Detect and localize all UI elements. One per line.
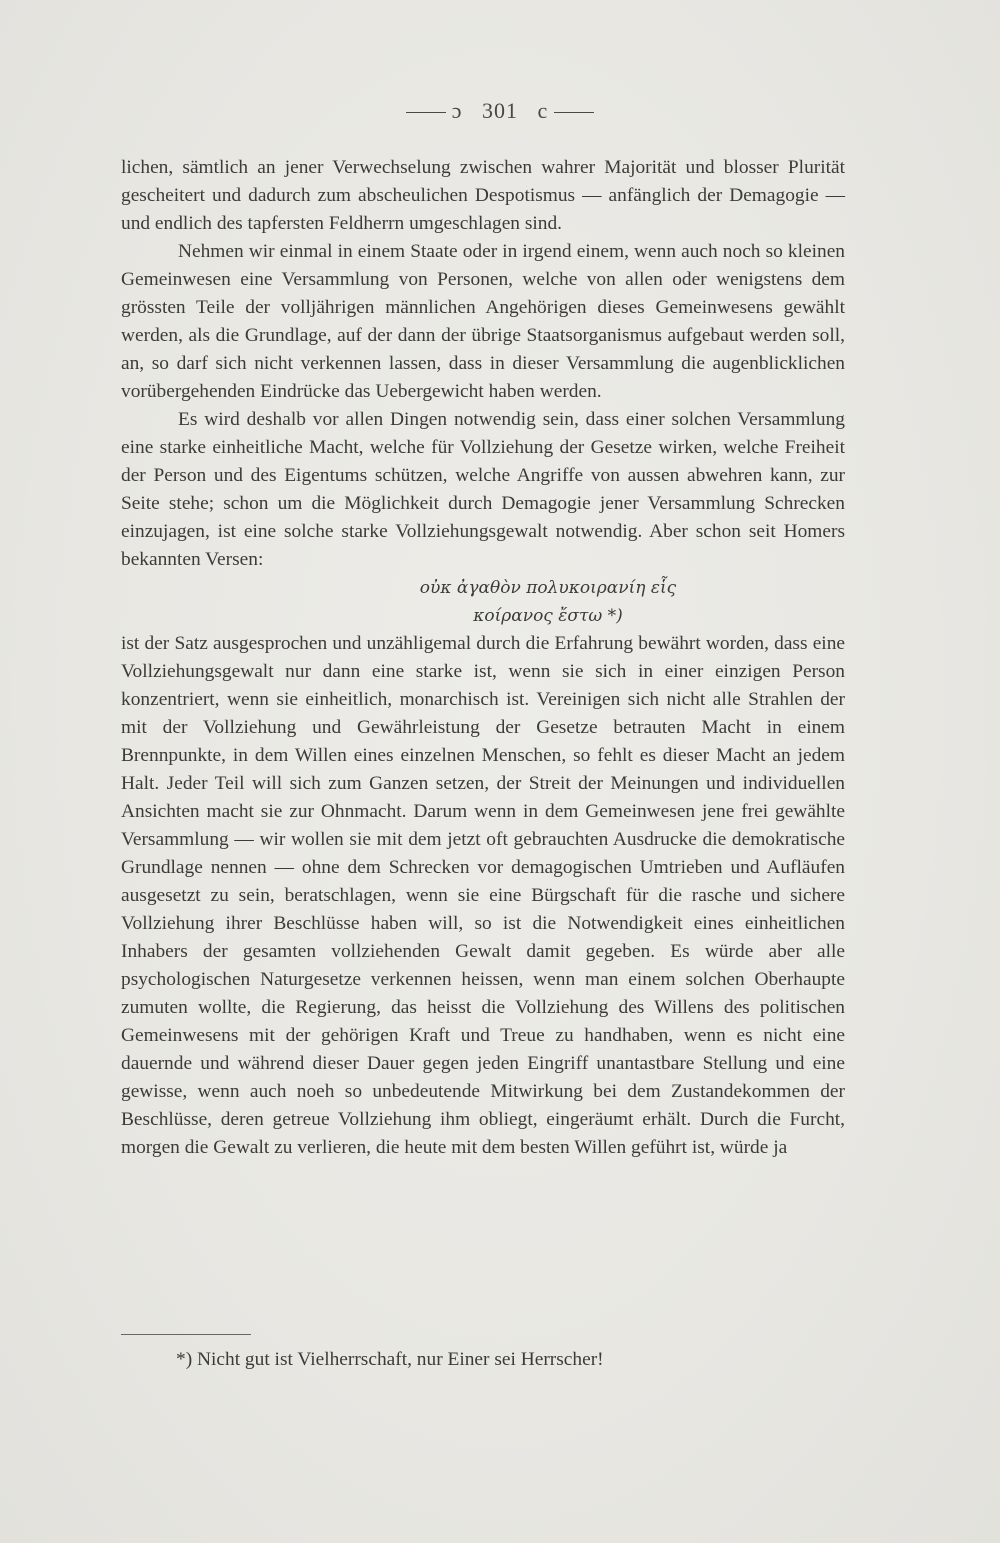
greek-verse-line: κοίρανος ἔστω *) <box>473 606 623 626</box>
footnote: *) Nicht gut ist Vielherrschaft, nur Einer sei Herrscher! <box>176 1349 604 1370</box>
greek-verse-line: οὐκ ἀγαθὸν πολυκοιρανίη εἷς <box>419 578 677 598</box>
header-left-ornament: ɔ <box>451 98 463 123</box>
paragraph: Es wird deshalb vor allen Dingen notwendig sein, dass einer solchen Versammlung eine starke einheitliche Macht, welche für Vollziehung der Gesetze wirken, welche Freiheit der Person und des Eigentums schützen, welche Angriffe von aussen abwehren kann, zur Seite stehe; schon um die Möglichkeit durch Demagogie jener Versammlung Schrecken einzujagen, ist eine solche starke Vollziehungsgewalt notwendig. Aber schon seit Homers bekannten Versen: <box>121 409 845 570</box>
header-rule-left <box>406 112 446 113</box>
page-number: 301 <box>482 98 518 123</box>
body-text <box>121 154 845 1162</box>
greek-verse <box>121 574 845 630</box>
footnote-rule <box>121 1334 251 1335</box>
header-rule-right <box>554 112 594 113</box>
page-header <box>0 98 1000 124</box>
header-right-ornament: c <box>537 98 549 123</box>
paragraph-continuation: lichen, sämtlich an jener Verwechselung zwischen wahrer Majorität und blosser Plurität gescheitert und dadurch zum abscheulichen Despotismus — anfänglich der Demagogie — und endlich des tapfersten Feldherrn umgeschlagen sind. <box>121 157 845 234</box>
paragraph: ist der Satz ausgesprochen und unzähligemal durch die Erfahrung bewährt worden, dass eine Vollziehungsgewalt nur dann eine starke ist, wenn sie sich in einer einzigen Person konzentriert, wenn sie einheitlich, monarchisch ist. Vereinigen sich nicht alle Strahlen der mit der Vollziehung und Gewährleistung der Gesetze betrauten Macht in einem Brennpunkte, in dem Willen eines einzelnen Menschen, so fehlt es dieser Macht an jedem Halt. Jeder Teil will sich zum Ganzen setzen, der Streit der Meinungen und individuellen Ansichten macht sie zur Ohnmacht. Darum wenn in dem Gemeinwesen jene frei gewählte Versammlung — wir wollen sie mit dem jetzt oft gebrauchten Ausdrucke die demokratische Grundlage nennen — ohne dem Schrecken vor demagogischen Umtrieben und Aufläufen ausgesetzt zu sein, beratschlagen, wenn sie eine Bürgschaft für die rasche und sichere Vollziehung ihrer Beschlüsse haben will, so ist die Notwendigkeit eines einheitlichen Inhabers der gesamten vollziehenden Gewalt damit gegeben. Es würde aber alle psychologischen Naturgesetze verkennen heissen, wenn man einem solchen Oberhaupte zumuten wollte, die Regierung, das heisst die Vollziehung des Willens des politischen Gemeinwesens mit der gehörigen Kraft und Treue zu handhaben, wenn es nicht eine dauernde und während dieser Dauer gegen jeden Eingriff unantastbare Stellung und eine gewisse, wenn auch noeh so unbedeutende Mitwirkung bei dem Zustandekommen der Beschlüsse, deren getreue Vollziehung ihm obliegt, eingeräumt erhält. Durch die Furcht, morgen die Gewalt zu verlieren, die heute mit dem besten Willen geführt ist, würde ja <box>121 633 845 1158</box>
paragraph: Nehmen wir einmal in einem Staate oder in irgend einem, wenn auch noch so kleinen Gemeinwesen eine Versammlung von Personen, welche von allen oder wenigstens dem grössten Teile der volljährigen männlichen Angehörigen dieses Gemeinwesens gewählt werden, als die Grundlage, auf der dann der übrige Staatsorganismus aufgebaut werden soll, an, so darf sich nicht verkennen lassen, dass in dieser Versammlung die augenblicklichen vorübergehenden Eindrücke das Uebergewicht haben werden. <box>121 241 845 402</box>
